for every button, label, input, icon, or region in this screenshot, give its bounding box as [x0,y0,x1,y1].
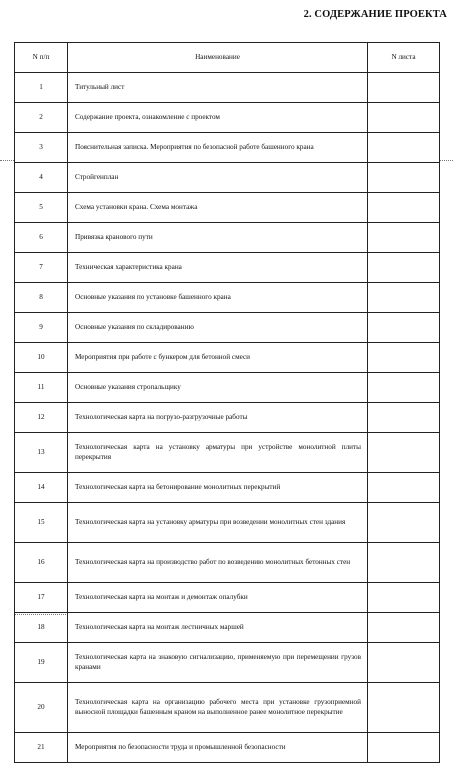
row-number: 16 [15,543,68,583]
table-row [15,613,440,643]
table-row [15,373,440,403]
table-row [15,193,440,223]
row-sheet [368,733,440,763]
table-row [15,473,440,503]
table-row [15,503,440,543]
table-header-row [15,43,440,73]
header-sheet: N листа [368,43,440,73]
table-row [15,73,440,103]
table-row [15,683,440,733]
row-name: Технологическая карта на погрузо-разгрузочные работы [68,403,368,433]
header-name: Наименование [68,43,368,73]
row-name: Основные указания стропальщику [68,373,368,403]
row-name: Мероприятия по безопасности труда и промышленной безопасности [68,733,368,763]
table-row [15,733,440,763]
row-name: Схема установки крана. Схема монтажа [68,193,368,223]
row-name: Техническая характеристика крана [68,253,368,283]
row-number: 2 [15,103,68,133]
row-sheet [368,193,440,223]
row-number: 4 [15,163,68,193]
row-name: Технологическая карта на монтаж лестничных маршей [68,613,368,643]
row-name: Мероприятия при работе с бункером для бетонной смеси [68,343,368,373]
table-row [15,163,440,193]
table-row [15,223,440,253]
row-sheet [368,343,440,373]
row-sheet [368,613,440,643]
table-row [15,103,440,133]
row-name: Технологическая карта на установку арматуры при возведении монолитных стен здания [68,503,368,543]
row-number: 5 [15,193,68,223]
header-number: N п/п [15,43,68,73]
row-sheet [368,503,440,543]
row-number: 17 [15,583,68,613]
table-row [15,403,440,433]
row-name: Технологическая карта на знаковую сигнализацию, применяемую при перемещении грузов кранами [68,643,368,683]
row-sheet [368,223,440,253]
row-sheet [368,473,440,503]
row-sheet [368,163,440,193]
row-number: 8 [15,283,68,313]
table-row [15,543,440,583]
row-sheet [368,543,440,583]
row-number: 10 [15,343,68,373]
row-number: 18 [15,613,68,643]
row-sheet [368,133,440,163]
row-number: 13 [15,433,68,473]
row-number: 21 [15,733,68,763]
row-sheet [368,283,440,313]
row-name: Титульный лист [68,73,368,103]
row-name: Стройгенплан [68,163,368,193]
row-sheet [368,583,440,613]
row-sheet [368,253,440,283]
row-number: 7 [15,253,68,283]
row-name: Технологическая карта на организацию рабочего места при установке грузоприемной выносной площадки башенным краном на выполненное ранее монолитное перекрытие [68,683,368,733]
row-name: Основные указания по установке башенного крана [68,283,368,313]
row-name: Основные указания по складированию [68,313,368,343]
row-number: 19 [15,643,68,683]
row-name: Привязка кранового пути [68,223,368,253]
row-name: Технологическая карта на производство работ по возведению монолитных бетонных стен [68,543,368,583]
row-name: Пояснительная записка. Мероприятия по безопасной работе башенного крана [68,133,368,163]
row-number: 3 [15,133,68,163]
row-sheet [368,313,440,343]
contents-table [14,42,440,763]
row-name: Технологическая карта на бетонирование монолитных перекрытий [68,473,368,503]
row-number: 14 [15,473,68,503]
row-number: 9 [15,313,68,343]
row-number: 6 [15,223,68,253]
row-sheet [368,643,440,683]
row-sheet [368,683,440,733]
row-sheet [368,403,440,433]
table-row [15,283,440,313]
row-number: 12 [15,403,68,433]
row-number: 20 [15,683,68,733]
row-sheet [368,73,440,103]
row-sheet [368,103,440,133]
row-number: 11 [15,373,68,403]
page-break-marker-right [439,160,453,161]
row-number: 15 [15,503,68,543]
table-row [15,643,440,683]
page-break-marker-left [0,160,14,161]
row-name: Технологическая карта на установку арматуры при устройстве монолитной плиты перекрытия [68,433,368,473]
row-name: Технологическая карта на монтаж и демонтаж опалубки [68,583,368,613]
table-row [15,343,440,373]
table-row [15,133,440,163]
row-sheet [368,373,440,403]
table-row [15,433,440,473]
row-name: Содержание проекта, ознакомление с проектом [68,103,368,133]
row-sheet [368,433,440,473]
table-row [15,253,440,283]
table-row [15,313,440,343]
table-row [15,583,440,613]
row-number: 1 [15,73,68,103]
page-title: 2. СОДЕРЖАНИЕ ПРОЕКТА [303,9,447,20]
